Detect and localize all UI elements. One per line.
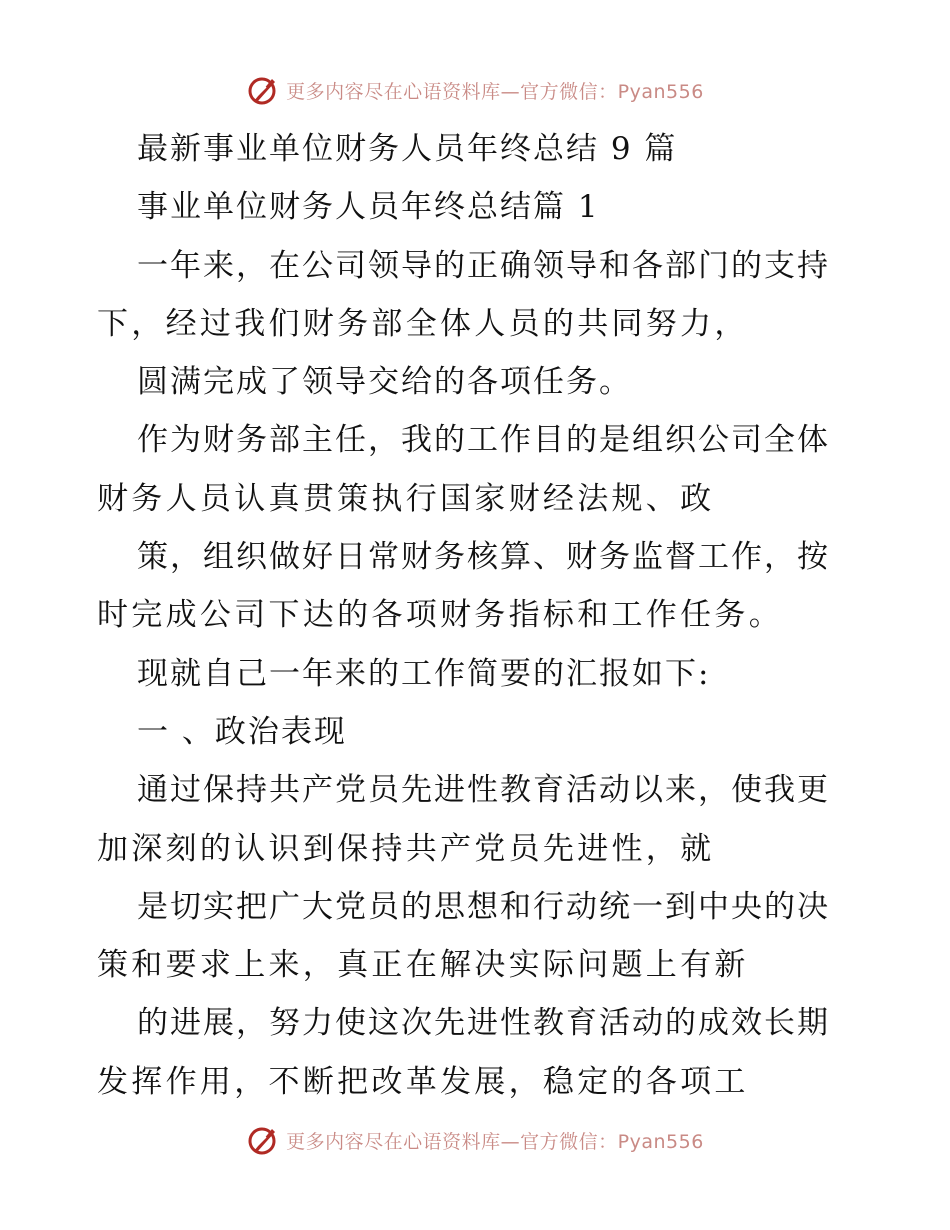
text-line: 策，组织做好日常财务核算、财务监督工作，按 [137, 539, 830, 576]
banner-text: 更多内容尽在心语资料库—官方微信：Pyan556 [286, 1130, 704, 1153]
footer-banner [0, 1120, 950, 1160]
text-line: 加深刻的认识到保持共产党员先进性，就 [97, 830, 715, 867]
quill-logo-icon [246, 1123, 280, 1157]
text-line: 策和要求上来，真正在解决实际问题上有新 [97, 947, 749, 984]
text-line: 圆满完成了领导交给的各项任务。 [137, 364, 632, 401]
text-line: 时完成公司下达的各项财务指标和工作任务。 [97, 597, 783, 634]
text-line: 的进展，努力使这次先进性教育活动的成效长期 [137, 1005, 830, 1042]
text-line: 一年来，在公司领导的正确领导和各部门的支持 [137, 247, 830, 284]
text-line: 现就自己一年来的工作简要的汇报如下: [137, 655, 711, 692]
text-line: 财务人员认真贯策执行国家财经法规、政 [97, 480, 715, 517]
quill-logo-icon [246, 73, 280, 107]
text-line: 事业单位财务人员年终总结篇 1 [137, 189, 600, 226]
text-line: 发挥作用，不断把改革发展，稳定的各项工 [97, 1063, 749, 1100]
text-line: 作为财务部主任，我的工作目的是组织公司全体 [137, 422, 830, 459]
text-line: 通过保持共产党员先进性教育活动以来，使我更 [137, 772, 830, 809]
text-line: 下，经过我们财务部全体人员的共同努力， [97, 305, 749, 342]
document-body [97, 120, 857, 1111]
header-banner [0, 70, 950, 110]
banner-text: 更多内容尽在心语资料库—官方微信：Pyan556 [286, 80, 704, 103]
text-line: 是切实把广大党员的思想和行动统一到中央的决 [137, 888, 830, 925]
text-line: 一 、政治表现 [137, 713, 347, 750]
text-line: 最新事业单位财务人员年终总结 9 篇 [137, 131, 678, 167]
